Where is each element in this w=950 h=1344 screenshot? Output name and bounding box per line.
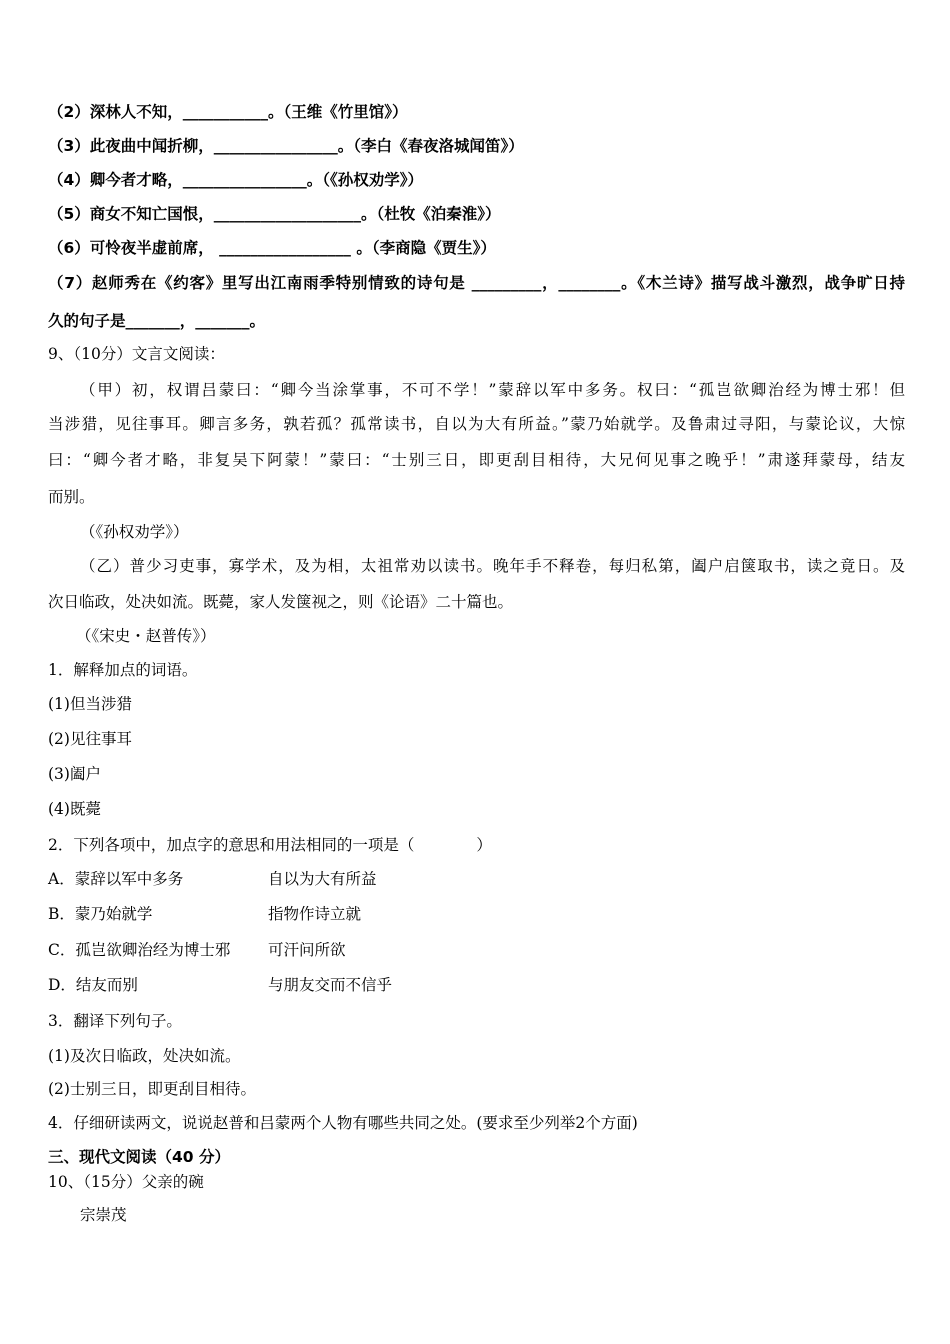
poetry-item-7: （7）赵师秀在《约客》里写出江南雨季特别情致的诗句是 _________，________。《木兰诗》描写战斗激烈，战争旷日持 [48,274,905,292]
option-a: A．蒙辞以军中多务 [48,870,184,888]
question-1: 1．解释加点的词语。 [48,661,198,679]
question-1-item: (1)但当涉猎 [48,695,132,713]
jia-line: 当涉猎，见往事耳。卿言多务，孰若孤？孤常读书，自以为大有所益。”蒙乃始就学。及鲁肃过寻阳，与蒙论议，大惊 [48,415,905,433]
question-3-item: (1)及次日临政，处决如流。 [48,1047,241,1065]
option-a-pair: 自以为大有所益 [268,870,377,888]
yi-source: （《宋史・赵普传》） [76,627,216,645]
question-1-item: (2)见往事耳 [48,730,132,748]
poetry-item-7-cont: 久的句子是_______，_______。 [48,312,266,330]
yi-line: （乙）普少习吏事，寡学术，及为相，太祖常劝以读书。晚年手不释卷，每归私第，阖户启箧取书，读之竟日。及 [80,557,905,575]
poetry-item-3: （3）此夜曲中闻折柳，________________。（李白《春夜洛城闻笛》） [48,137,524,155]
question-1-item: (3)阖户 [48,765,101,783]
question-3-item: (2)士别三日，即更刮目相待。 [48,1080,256,1098]
poetry-item-2: （2）深林人不知，___________。（王维《竹里馆》） [48,103,408,121]
question-1-item: (4)既薨 [48,800,101,818]
poetry-item-5: （5）商女不知亡国恨，___________________。（杜牧《泊秦淮》） [48,205,501,223]
question-2: 2．下列各项中，加点字的意思和用法相同的一项是（ ） [48,836,492,854]
jia-source: （《孙权劝学》） [80,523,189,541]
jia-line: （甲）初，权谓吕蒙曰：“卿今当涂掌事，不可不学！”蒙辞以军中多务。权曰：“孤岂欲卿治经为博士邪！但 [80,381,905,399]
question-3: 3．翻译下列句子。 [48,1012,182,1030]
option-c: C．孤岂欲卿治经为博士邪 [48,941,231,959]
q9-heading: 9、（10分）文言文阅读： [48,345,225,363]
author: 宗崇茂 [80,1206,127,1224]
jia-line: 而别。 [48,488,95,506]
q10-heading: 10、（15分）父亲的碗 [48,1173,204,1191]
option-b: B．蒙乃始就学 [48,905,153,923]
poetry-item-4: （4）卿今者才略，________________。（《孙权劝学》） [48,171,424,189]
question-4: 4．仔细研读两文，说说赵普和吕蒙两个人物有哪些共同之处。(要求至少列举2个方面) [48,1114,638,1132]
section-heading: 三、现代文阅读（40 分） [48,1148,230,1166]
option-b-pair: 指物作诗立就 [268,905,362,923]
jia-line: 曰：“卿今者才略，非复吴下阿蒙！”蒙曰：“士别三日，即更刮目相待，大兄何见事之晚乎！”肃遂拜蒙母，结友 [48,451,905,469]
yi-line: 次日临政，处决如流。既薨，家人发箧视之，则《论语》二十篇也。 [48,593,514,611]
option-d-pair: 与朋友交而不信乎 [268,976,393,994]
option-d: D．结友而别 [48,976,138,994]
poetry-item-6: （6）可怜夜半虚前席， _________________ 。（李商隐《贾生》） [48,239,496,257]
option-c-pair: 可汗问所欲 [268,941,346,959]
